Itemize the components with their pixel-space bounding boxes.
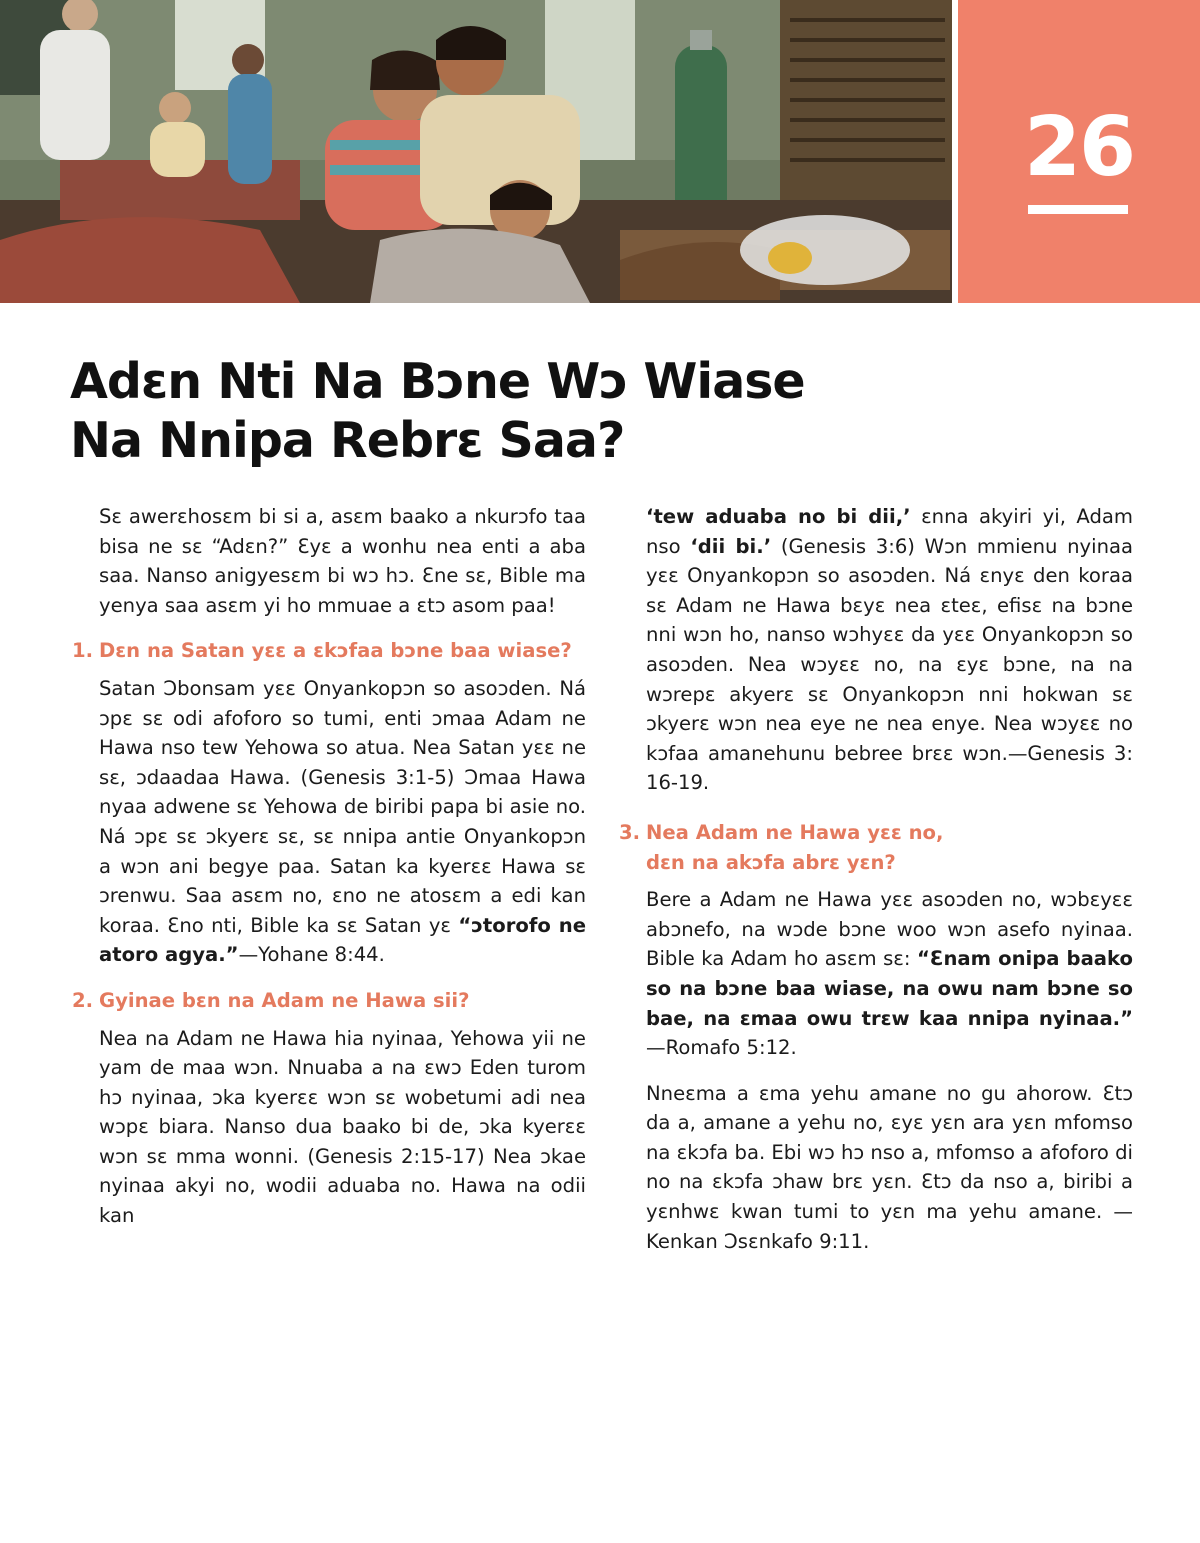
question-2-heading (72, 986, 586, 1016)
question-2-paragraph-part1 (72, 1024, 586, 1231)
lesson-number-box (958, 0, 1200, 303)
q2-text-b: (Genesis 3:6) Wɔn mmienu nyinaa yɛɛ Onyankopɔn so asoɔden. Ná ɛnyɛ den koraa sɛ Adam ne Hawa bɛyɛ nea ɛteɛ, efisɛ na bɔne nni wɔn ho, nanso wɔhyɛɛ da yɛɛ Onyankopɔn so asoɔden. Nea wɔyɛɛ no, na ɛyɛ bɔne, na na wɔrepɛ akyerɛ sɛ Onyankopɔn nni hokwan sɛ ɔkyerɛ wɔn nea eye ne nea enye. Nea wɔyɛɛ no kɔfaa amanehunu bebree brɛɛ wɔn.—Genesis 3: 16-19. (646, 534, 1133, 795)
lesson-number: 26 (1023, 100, 1135, 195)
q2-text-a: Nea na Adam ne Hawa hia nyinaa, Yehowa yii ne yam de maa wɔn. Nnuaba a na ɛwɔ Eden turom hɔ nyinaa, ɔka kyerɛɛ wɔn sɛ wobetumi adi nea wɔpɛ biara. Nanso dua baako bi de, ɔka kyerɛɛ wɔn sɛ mma wonni. (Genesis 2:15-17) Nea ɔkae nyinaa akyi no, wodii aduaba no. Hawa na odii kan (99, 1026, 586, 1228)
question-1-number: 1. (72, 639, 94, 663)
q1-text-a: Satan Ɔbonsam yɛɛ Onyankopɔn so asoɔden. Ná ɔpɛ sɛ odi afoforo so tumi, enti ɔmaa Adam ne Hawa nso tew Yehowa so atua. Nea Satan yɛɛ ne sɛ, ɔdaadaa Hawa. (Genesis 3:1-5) Ɔmaa Hawa nyaa adwene sɛ Yehowa de biribi papa bi asie no. Ná ɔpɛ sɛ ɔkyerɛ sɛ, sɛ nnipa antie Onyankopɔn a wɔn ani begye paa. Satan ka kyerɛɛ Hawa sɛ ɔrenwu. Saa asɛm no, ɛno ne atosɛm a edi kan koraa. Ɛno nti, Bible ka sɛ Satan yɛ (99, 676, 586, 937)
hero-photo (0, 0, 952, 303)
q2-quote-1: ‘tew aduaba no bi dii,’ (646, 505, 911, 528)
page-title (70, 352, 830, 470)
left-column (72, 502, 586, 1231)
question-3-heading (619, 818, 1133, 877)
q3-citation: —Romafo 5:12. (646, 1036, 797, 1060)
intro-paragraph: Sɛ awerɛhosɛm bi si a, asɛm baako a nkurɔfo taa bisa ne sɛ “Adɛn?” Ɛyɛ a wonhu nea enti a aba saa. Nanso anigyesɛm bi wɔ hɔ. Ɛne sɛ, Bible ma yenya saa asɛm yi ho mmuae a ɛtɔ asom paa! (99, 505, 586, 617)
question-2-text: Gyinae bɛn na Adam ne Hawa sii? (99, 988, 470, 1012)
question-1-heading (72, 636, 586, 666)
hospital-scene-illustration (0, 0, 952, 303)
question-3-line-1: Nea Adam ne Hawa yɛɛ no, (646, 820, 944, 844)
q3-text-a: Bere a Adam ne Hawa yɛɛ asoɔden no, wɔbɛyɛɛ abɔnefo, na wɔde bɔne woo wɔn asefo nyinaa. Bible ka Adam ho asɛm sɛ: (646, 888, 1133, 971)
q2-quote-2: ‘dii bi.’ (690, 534, 772, 558)
lesson-number-underline (1028, 205, 1128, 214)
right-column (619, 502, 1133, 1272)
question-3-paragraph-2: Nneɛma a ɛma yehu amane no gu ahorow. Ɛtɔ da a, amane a yehu no, ɛyɛ yɛn ara yɛn mfomso na ɛkɔfa ba. Ebi wɔ hɔ nso a, mfomso a afoforo di no na ɛkɔfa ɔhaw brɛ yɛn. Ɛtɔ da nso a, biribi a yɛnhwɛ kwan tumi to yɛn ma yehu amane. —Kenkan Ɔsɛnkafo 9:11. (646, 1081, 1133, 1253)
q2-text-mid: ɛnna akyiri yi, Adam nso (646, 505, 1133, 558)
title-line-2: Na Nnipa Rebrɛ Saa? (70, 412, 625, 469)
question-3-number: 3. (619, 820, 641, 844)
question-1-text: Dɛn na Satan yɛɛ a ɛkɔfaa bɔne baa wiase? (99, 639, 572, 663)
q1-quote: “ɔtorofo ne atoro agya.” (99, 913, 586, 967)
question-3-line-2: dɛn na akɔfa abrɛ yɛn? (646, 850, 896, 874)
question-3-paragraph-1 (619, 885, 1133, 1063)
q1-citation: —Yohane 8:44. (238, 943, 385, 967)
question-2-number: 2. (72, 988, 94, 1012)
question-1-paragraph (72, 674, 586, 970)
question-3-text (646, 818, 1133, 877)
title-line-1: Adɛn Nti Na Bɔne Wɔ Wiase (70, 353, 805, 410)
q3-quote: “Ɛnam onipa baako so na bɔne baa wiase, na owu nam bɔne so bae, na ɛmaa owu trɛw kaa nnipa nyinaa.” (646, 947, 1133, 1030)
question-2-paragraph-part2 (619, 502, 1133, 798)
